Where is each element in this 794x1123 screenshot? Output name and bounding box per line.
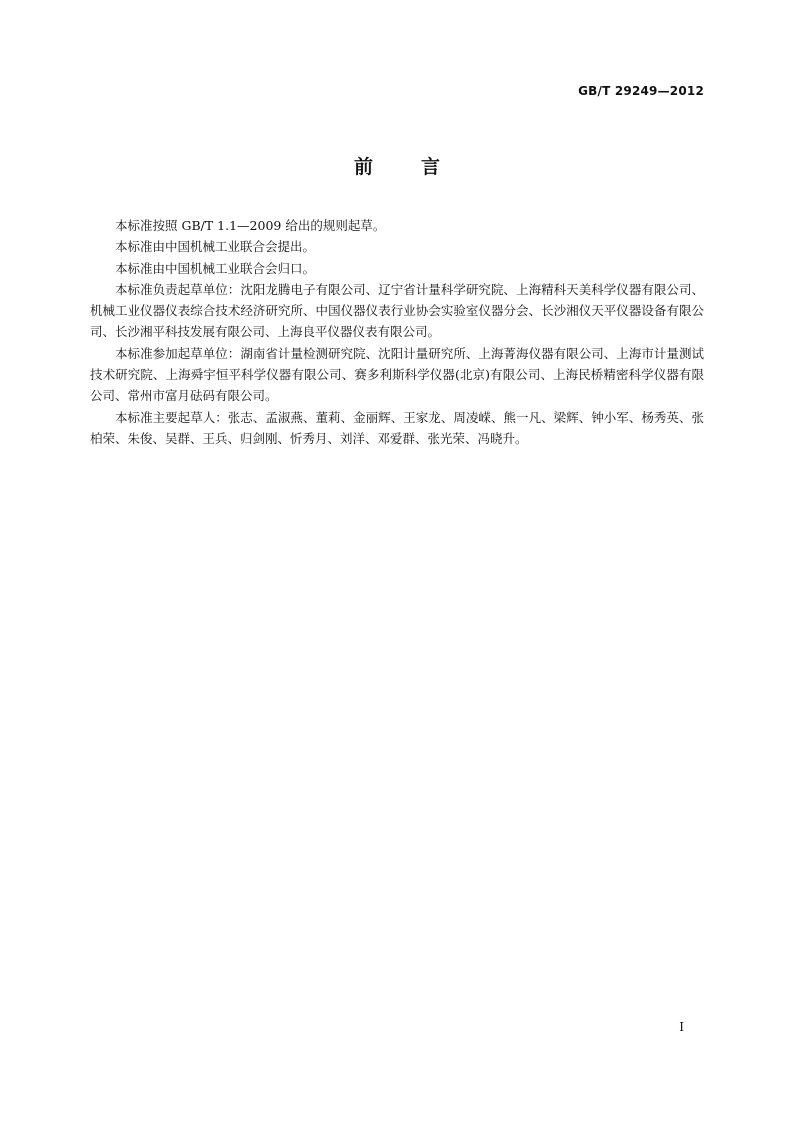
page-title: 前言 — [353, 156, 488, 178]
paragraph-participating-drafters: 本标准参加起草单位：湖南省计量检测研究院、沈阳计量研究所、上海菁海仪器有限公司、上海市计量测试技术研究院、上海舜宇恒平科学仪器有限公司、赛多利斯科学仪器(北京)有限公司、上海民桥精密科学仪器有限公司、常州市富月砝码有限公司。 — [90, 345, 704, 404]
paragraph-under-jurisdiction: 本标准由中国机械工业联合会归口。 — [115, 260, 316, 276]
document-body — [90, 215, 704, 449]
paragraph-responsible-drafters: 本标准负责起草单位：沈阳龙腾电子有限公司、辽宁省计量科学研究院、上海精科天美科学仪器有限公司、机械工业仪器仪表综合技术经济研究所、中国仪器仪表行业协会实验室仪器分会、长沙湘仪天平仪器设备有限公司、长沙湘平科技发展有限公司、上海良平仪器仪表有限公司。 — [90, 281, 704, 340]
paragraph-main-drafters: 本标准主要起草人：张志、孟淑燕、董莉、金丽辉、王家龙、周凌嵘、熊一凡、梁辉、钟小军、杨秀英、张柏荣、朱俊、吴群、王兵、归剑刚、忻秀月、刘洋、邓爱群、张光荣、冯晓升。 — [90, 409, 704, 446]
paragraph-drafting-rules: 本标准按照 GB/T 1.1—2009 给出的规则起草。 — [115, 218, 386, 233]
page-number: I — [679, 1020, 684, 1034]
standard-number: GB/T 29249—2012 — [578, 84, 704, 98]
paragraph-proposed-by: 本标准由中国机械工业联合会提出。 — [115, 239, 316, 255]
